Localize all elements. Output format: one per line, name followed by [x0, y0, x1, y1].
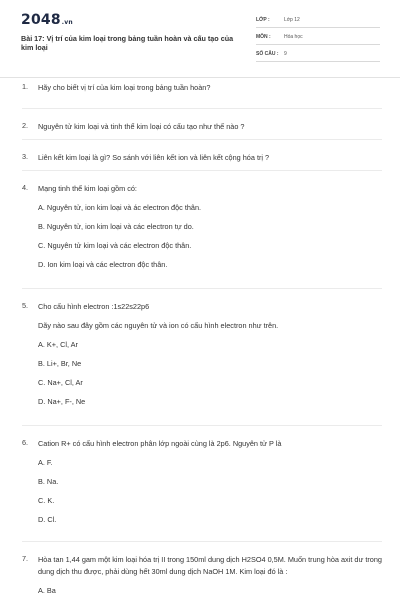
- meta-label: LỚP :: [256, 17, 270, 23]
- document-header: [0, 0, 400, 76]
- question-separator: [22, 425, 382, 426]
- header-divider: [0, 77, 400, 78]
- question-separator: [22, 170, 382, 171]
- meta-panel: [256, 14, 380, 65]
- meta-label: MÔN :: [256, 34, 271, 40]
- question-text: Liên kết kim loại là gì? So sánh với liên kết ion và liên kết cộng hóa trị ?: [38, 153, 270, 162]
- meta-value: Hóa học: [284, 34, 303, 40]
- answer-option[interactable]: D. Na+, F-, Ne: [38, 397, 86, 406]
- meta-row-count: [256, 48, 380, 62]
- question-subtext: Dãy nào sau đây gồm các nguyên tử và ion có cấu hình electron như trên.: [38, 321, 279, 330]
- question-text: Cho cấu hình electron :1s22s22p6: [38, 302, 150, 311]
- meta-value: 9: [284, 51, 287, 57]
- question-text: Hãy cho biết vị trí của kim loại trong bảng tuần hoàn?: [38, 83, 211, 92]
- question-5: [22, 301, 382, 425]
- answer-option[interactable]: B. Na.: [38, 477, 59, 486]
- lesson-title: Bài 17: Vị trí của kim loại trong bảng tuần hoàn và cấu tạo của kim loại: [21, 34, 234, 52]
- question-separator: [22, 541, 382, 542]
- question-7: [22, 554, 382, 597]
- question-4: [22, 183, 382, 288]
- answer-option[interactable]: C. Nguyên tử kim loại và các electron độc thân.: [38, 241, 192, 250]
- question-text: Mạng tinh thể kim loại gồm có:: [38, 184, 137, 193]
- meta-row-subject: [256, 31, 380, 45]
- logo-suffix: .vn: [61, 19, 73, 26]
- answer-option[interactable]: A. F.: [38, 458, 53, 467]
- question-list: [22, 82, 382, 597]
- question-number: 4.: [22, 183, 29, 192]
- question-separator: [22, 288, 382, 289]
- question-3: [22, 152, 382, 170]
- question-text: Cation R+ có cấu hình electron phân lớp ngoài cùng là 2p6. Nguyên tử P là: [38, 439, 282, 448]
- question-number: 2.: [22, 121, 29, 130]
- answer-option[interactable]: B. Nguyên tử, ion kim loại và các electron tự do.: [38, 222, 194, 231]
- meta-value: Lớp 12: [284, 17, 300, 23]
- question-separator: [22, 108, 382, 109]
- question-1: [22, 82, 382, 108]
- logo-main: 2048: [21, 12, 61, 28]
- question-number: 6.: [22, 438, 29, 447]
- question-number: 7.: [22, 554, 29, 563]
- question-2: [22, 121, 382, 139]
- answer-option[interactable]: B. Li+, Br, Ne: [38, 359, 82, 368]
- question-text: Nguyên tử kim loại và tinh thể kim loại có cấu tạo như thế nào ?: [38, 122, 245, 131]
- question-number: 5.: [22, 301, 29, 310]
- answer-option[interactable]: D. Cl.: [38, 515, 57, 524]
- meta-row-class: [256, 14, 380, 28]
- answer-option[interactable]: C. Na+, Cl, Ar: [38, 378, 83, 387]
- answer-option[interactable]: A. Ba: [38, 586, 56, 595]
- answer-option[interactable]: C. K.: [38, 496, 55, 505]
- site-logo[interactable]: [21, 12, 73, 28]
- answer-option[interactable]: D. Ion kim loại và các electron độc thân.: [38, 260, 168, 269]
- answer-option[interactable]: A. Nguyên tử, ion kim loại và ác electron độc thân.: [38, 203, 202, 212]
- answer-option[interactable]: A. K+, Cl, Ar: [38, 340, 78, 349]
- meta-label: SỐ CÂU :: [256, 51, 279, 57]
- question-number: 1.: [22, 82, 29, 91]
- question-text: Hòa tan 1,44 gam một kim loại hóa trị II trong 150ml dung dịch H2SO4 0,5M. Muốn trung hòa axit dư trong dung dịch thu được, phải dùng hết 30ml dung dịch NaOH 1M. Kim loại đó là :: [38, 555, 382, 576]
- question-6: [22, 438, 382, 541]
- question-separator: [22, 139, 382, 140]
- question-number: 3.: [22, 152, 29, 161]
